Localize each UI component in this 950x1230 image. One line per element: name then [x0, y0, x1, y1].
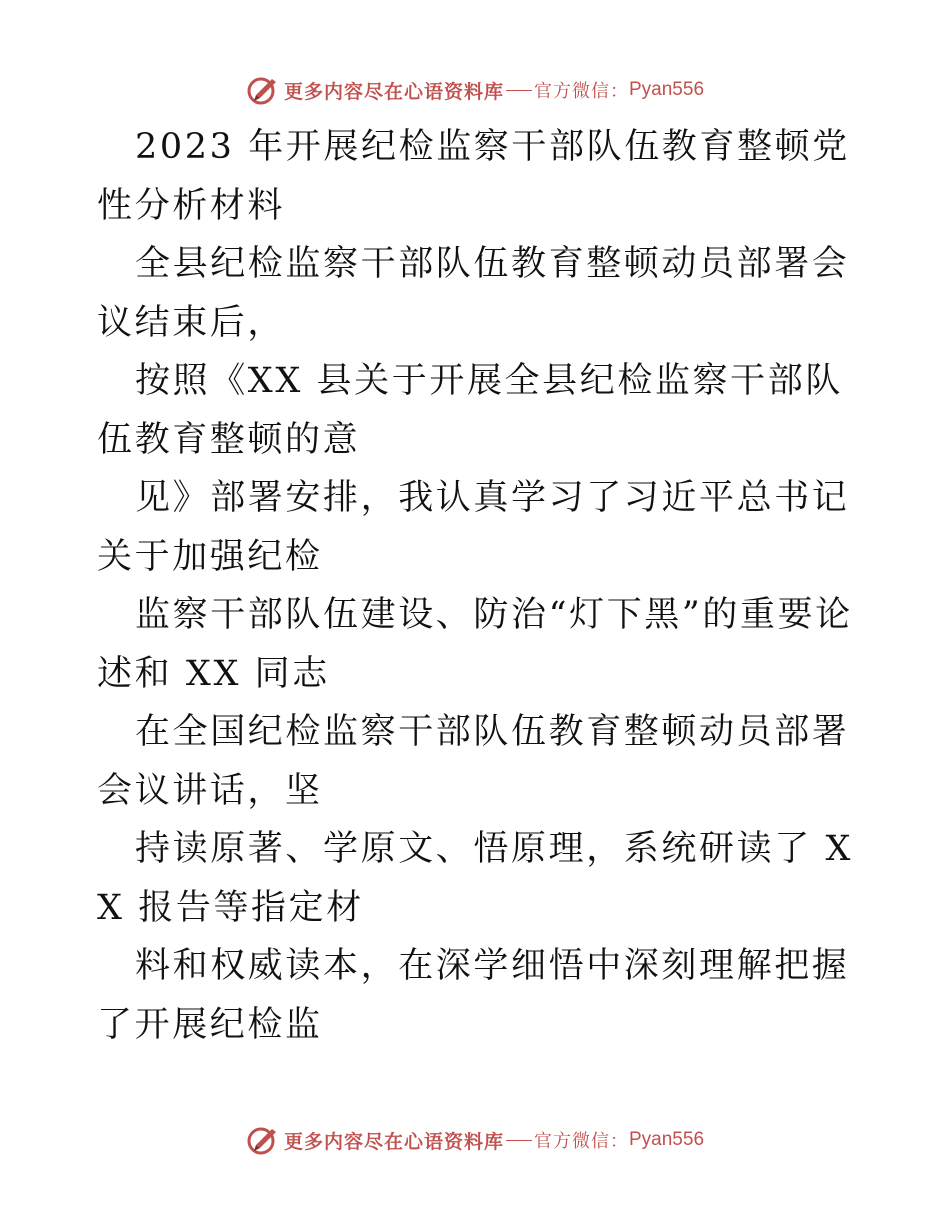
paragraph: 全县纪检监察干部队伍教育整顿动员部署会议结束后， — [97, 244, 850, 343]
pen-logo-icon — [246, 73, 280, 107]
watermark-brand: 更多内容尽在心语资料库 — [283, 80, 504, 103]
paragraph: 按照《XX 县关于开展全县纪检监察干部队伍教育整顿的意 — [97, 361, 843, 460]
paragraph-title: 2023 年开展纪检监察干部队伍教育整顿党性分析材料 — [97, 127, 850, 226]
watermark-brand: 更多内容尽在心语资料库 — [283, 1130, 504, 1153]
paragraph: 持读原著、学原文、悟原理，系统研读了 XX 报告等指定材 — [97, 829, 854, 928]
watermark-official: 官方微信： — [534, 1131, 629, 1152]
header-watermark — [0, 70, 950, 110]
footer-watermark — [0, 1120, 950, 1160]
paragraph: 料和权威读本，在深学细悟中深刻理解把握了开展纪检监 — [97, 946, 850, 1045]
watermark-dash — [506, 90, 532, 91]
watermark-official: 官方微信： — [534, 81, 629, 102]
paragraph: 见》部署安排，我认真学习了习近平总书记关于加强纪检 — [97, 478, 850, 577]
pen-logo-icon — [246, 1123, 280, 1157]
watermark-dash — [506, 1140, 532, 1141]
watermark-id: Pyan556 — [629, 1129, 705, 1150]
document-body — [97, 118, 857, 1054]
paragraph: 在全国纪检监察干部队伍教育整顿动员部署会议讲话，坚 — [97, 712, 850, 811]
paragraph: 监察干部队伍建设、防治“灯下黑”的重要论述和 XX 同志 — [97, 595, 853, 694]
watermark-id: Pyan556 — [629, 79, 705, 100]
